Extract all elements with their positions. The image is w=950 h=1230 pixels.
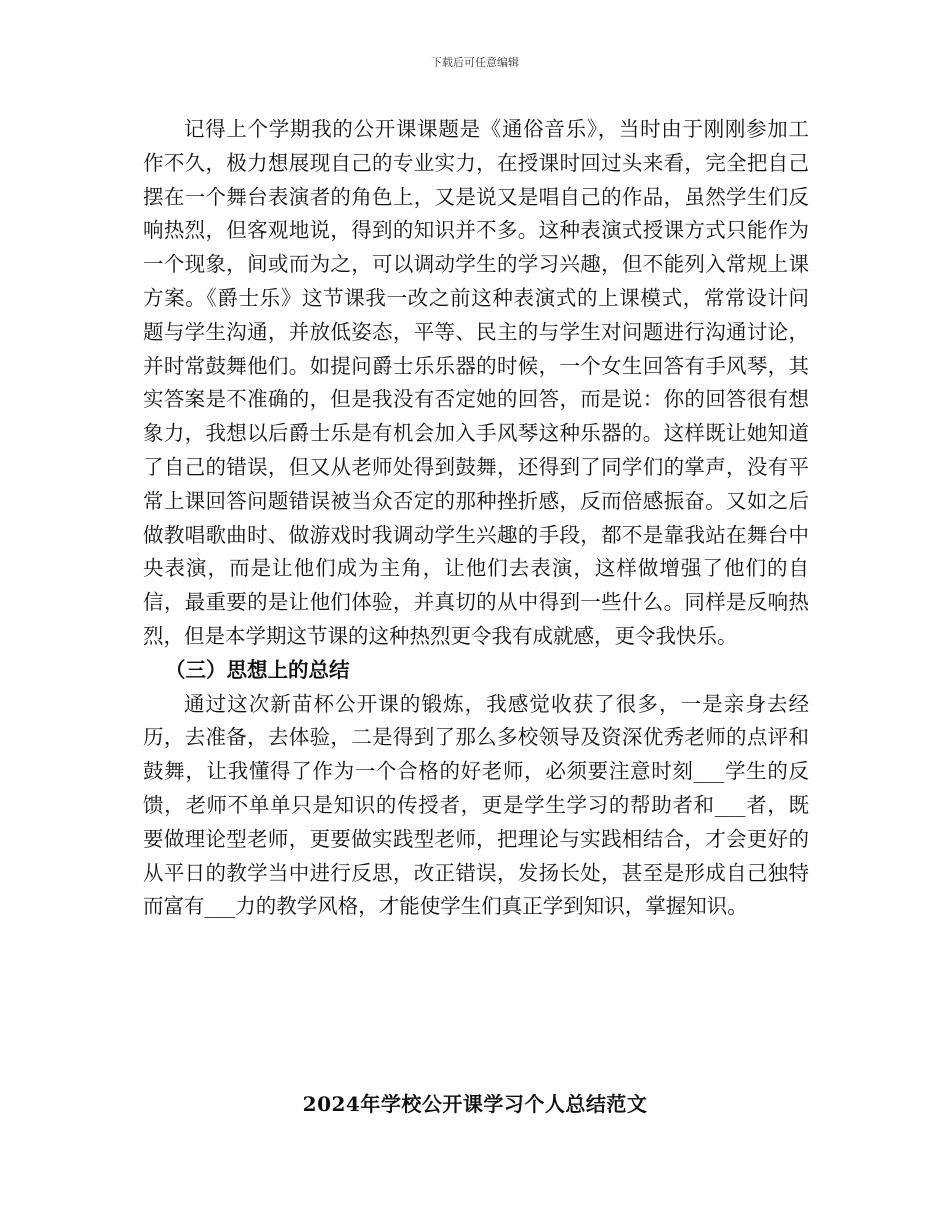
section-heading: （三）思想上的总结 [165,657,350,682]
paragraph-teaching-reflection: 记得上个学期我的公开课课题是《通俗音乐》，当时由于刚刚参加工作不久，极力想展现自己的专业实力，在授课时回过头来看，完全把自己摆在一个舞台表演者的角色上，又是说又是唱自己的作品，虽然学生们反响热烈，但客观地说，得到的知识并不多。这种表演式授课方式只能作为一个现象，间或而为之，可以调动学生的学习兴趣，但不能列入常规上课方案。《爵士乐》这节课我一改之前这种表演式的上课模式，常常设计问题与学生沟通，并放低姿态，平等、民主的与学生对问题进行沟通讨论，并时常鼓舞他们。如提问爵士乐乐器的时候，一个女生回答有手风琴，其实答案是不准确的，但是我没有否定她的回答，而是说：你的回答很有想象力，我想以后爵士乐是有机会加入手风琴这种乐器的。这样既让她知道了自己的错误，但又从老师处得到鼓舞，还得到了同学们的掌声，没有平常上课回答问题错误被当众否定的那种挫折感，反而倍感振奋。又如之后做教唱歌曲时、做游戏时我调动学生兴趣的手段，都不是靠我站在舞台中央表演，而是让他们成为主角，让他们去表演，这样做增强了他们的自信，最重要的是让他们体验，并真切的从中得到一些什么。同样是反响热烈，但是本学期这节课的这种热烈更令我有成就感，更令我快乐。 [143,117,809,648]
paragraph-thought-summary: 通过这次新苗杯公开课的锻炼，我感觉收获了很多，一是亲身去经历，去准备，去体验，二是得到了那么多校领导及资深优秀老师的点评和鼓舞，让我懂得了作为一个合格的好老师，必须要注意时刻___学生的反馈，老师不单单只是知识的传授者，更是学生学习的帮助者和___者，既要做理论型老师，更要做实践型老师，把理论与实践相结合，才会更好的从平日的教学当中进行反思，改正错误，发扬长处，甚至是形成自己独特而富有___力的教学风格，才能使学生们真正学到知识，掌握知识。 [143,691,809,919]
document-title: 2024年学校公开课学习个人总结范文 [302,1092,648,1116]
document-body [143,113,809,924]
page-header: 下载后可任意编辑 [431,56,519,69]
